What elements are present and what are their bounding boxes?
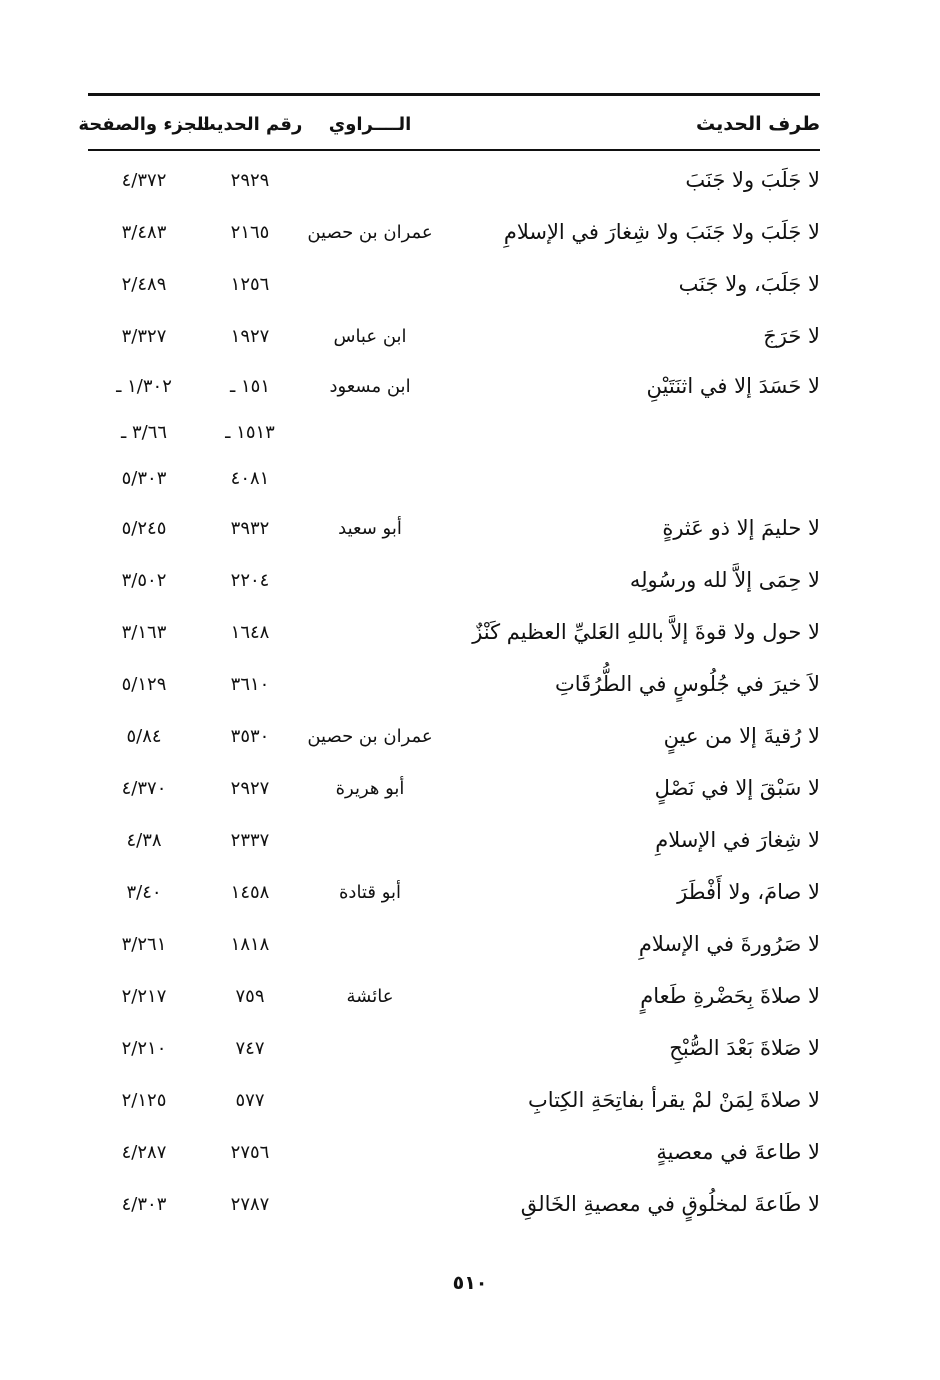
narrator: أبو قتادة: [339, 881, 401, 903]
hadith-number: ٢٢٠٤: [230, 569, 270, 591]
header-number: رقم الحديث: [197, 113, 303, 135]
table-row: [88, 206, 820, 258]
hadith-text: لا حول ولا قوةَ إلاَّ باللهِ العَليِّ العظيم كَنْزٌ: [472, 620, 820, 644]
hadith-number: ٢١٦٥: [230, 221, 270, 243]
volume-page: ٤/٣٠٣: [121, 1193, 167, 1215]
hadith-text: لا طَاعةَ لمخلُوقٍ في معصيةِ الخَالقِ: [520, 1192, 820, 1216]
volume-page: ٤/٣٧٢: [121, 169, 167, 191]
hadith-text: لا شِغارَ في الإسلامِ: [655, 828, 820, 852]
hadith-text: لا رُقيةَ إلا من عينٍ: [663, 724, 820, 748]
table-row: [88, 454, 820, 502]
hadith-number: ٣٩٣٢: [230, 517, 270, 539]
hadith-number: ٢٩٢٧: [230, 777, 270, 799]
hadith-number: ٤٠٨١: [230, 467, 270, 489]
narrator: [300, 658, 440, 710]
volume-page: ٣/٤٠: [126, 881, 162, 903]
narrator: أبو سعيد: [338, 517, 402, 539]
hadith-number: ٥٧٧: [235, 1089, 265, 1111]
hadith-text: لا حِمَى إلاَّ لله ورسُولِه: [629, 568, 820, 592]
narrator: [300, 454, 440, 502]
header-hadith: طرف الحديث: [696, 113, 820, 135]
hadith-number: ٧٥٩: [235, 985, 265, 1007]
hadith-text: لاَ خيرَ في جُلُوسٍ في الطُّرُقَاتِ: [554, 672, 820, 696]
narrator: ابن مسعود: [329, 375, 411, 397]
hadith-text: [460, 410, 820, 454]
volume-page: ٣/٥٠٢: [121, 569, 167, 591]
narrator: [300, 258, 440, 310]
hadith-text: لا جَلَبَ، ولا جَنَب: [678, 272, 820, 296]
narrator: أبو هريرة: [335, 777, 405, 799]
hadith-number: ١٨١٨: [230, 933, 270, 955]
hadith-text: لا صامَ، ولا أَفْطَرَ: [677, 880, 820, 904]
volume-page: ٣/٤٨٣: [121, 221, 167, 243]
volume-page: ٣/١٦٣: [121, 621, 167, 643]
table-row: [88, 970, 820, 1022]
hadith-number: ٢٧٥٦: [230, 1141, 270, 1163]
header-rule: [88, 149, 820, 151]
narrator: [300, 1022, 440, 1074]
table-header-row: [78, 100, 820, 148]
hadith-text: لا حَرَجَ: [763, 324, 820, 348]
hadith-number: ١٢٥٦: [230, 273, 270, 295]
hadith-number: ٣٥٣٠: [230, 725, 270, 747]
table-row: [88, 1022, 820, 1074]
table-row: [88, 310, 820, 362]
volume-page: ٢/٢١٧: [121, 985, 167, 1007]
volume-page: ٤/٣٧٠: [121, 777, 167, 799]
table-row: [88, 154, 820, 206]
volume-page: ٥/٨٤: [126, 725, 162, 747]
hadith-text: لا صَرُورةَ في الإسلامِ: [638, 932, 820, 956]
hadith-text: لا صَلاةَ بَعْدَ الصُّبْحِ: [669, 1036, 820, 1060]
volume-page: ٤/٢٨٧: [121, 1141, 167, 1163]
hadith-number: ١٩٢٧: [230, 325, 270, 347]
index-table-header: [78, 100, 820, 148]
table-row: [88, 814, 820, 866]
index-table-body: [88, 154, 820, 1230]
volume-page: ٥/٢٤٥: [121, 517, 167, 539]
narrator: [300, 918, 440, 970]
table-row: [88, 710, 820, 762]
hadith-text: لا صلاةَ بِحَضْرةِ طَعامٍ: [640, 984, 820, 1008]
table-row: [88, 1074, 820, 1126]
table-row: [88, 762, 820, 814]
hadith-text: لا حليمَ إلا ذو عَثرةٍ: [662, 516, 820, 540]
volume-page: ٣/٦٦ ـ: [120, 421, 168, 443]
top-rule: [88, 93, 820, 96]
hadith-number: ٢٩٢٩: [230, 169, 270, 191]
narrator: [300, 814, 440, 866]
table-row: [88, 866, 820, 918]
volume-page: ٢/١٢٥: [121, 1089, 167, 1111]
table-row: [88, 1178, 820, 1230]
volume-page: ٣/٣٢٧: [121, 325, 167, 347]
hadith-text: لا حَسَدَ إلا في اثنَتَيْنِ: [646, 374, 820, 398]
hadith-number: ٣٦١٠: [230, 673, 270, 695]
page-number: ٥١٠: [452, 1272, 488, 1294]
narrator: [300, 1074, 440, 1126]
narrator: [300, 154, 440, 206]
hadith-number: ٢٣٣٧: [230, 829, 270, 851]
narrator: [300, 606, 440, 658]
narrator: عمران بن حصين: [307, 221, 433, 243]
table-row: [88, 502, 820, 554]
hadith-text: لا جَلَبَ ولا جَنَبَ: [685, 168, 820, 192]
header-volume-page: الجزء والصفحة: [78, 113, 210, 135]
hadith-text: لا سَبْقَ إلا في نَصْلٍ: [654, 776, 820, 800]
table-row: [88, 606, 820, 658]
header-narrator: الــــراوي: [328, 113, 412, 135]
narrator: [300, 1178, 440, 1230]
hadith-text: لا جَلَبَ ولا جَنَبَ ولا شِغارَ في الإسلامِ: [503, 220, 820, 244]
volume-page: ٥/٣٠٣: [121, 467, 167, 489]
hadith-number: ١٦٤٨: [230, 621, 270, 643]
volume-page: ٥/١٢٩: [121, 673, 167, 695]
hadith-number: ١٤٥٨: [230, 881, 270, 903]
narrator: [300, 410, 440, 454]
narrator: [300, 1126, 440, 1178]
hadith-number: ١٥١٣ ـ: [225, 421, 275, 443]
narrator: عمران بن حصين: [307, 725, 433, 747]
table-row: [88, 918, 820, 970]
table-row: [88, 362, 820, 410]
table-row: [88, 410, 820, 454]
table-row: [88, 554, 820, 606]
hadith-text: لا طاعةَ في معصيةٍ: [656, 1140, 820, 1164]
volume-page: ٣/٢٦١: [121, 933, 167, 955]
narrator: ابن عباس: [333, 325, 407, 347]
hadith-number: ١٥١ ـ: [230, 375, 271, 397]
hadith-text: لا صلاةَ لِمَنْ لمْ يقرأ بفاتِحَةِ الكِتابِ: [527, 1088, 820, 1112]
table-row: [88, 258, 820, 310]
volume-page: ٤/٣٨: [126, 829, 162, 851]
narrator: [300, 554, 440, 606]
hadith-text: [460, 454, 820, 502]
narrator: عائشة: [346, 985, 394, 1007]
table-row: [88, 1126, 820, 1178]
hadith-number: ٧٤٧: [235, 1037, 265, 1059]
volume-page: ٢/٤٨٩: [121, 273, 167, 295]
volume-page: ١/٣٠٢ ـ: [116, 375, 172, 397]
volume-page: ٢/٢١٠: [121, 1037, 167, 1059]
table-row: [88, 658, 820, 710]
hadith-number: ٢٧٨٧: [230, 1193, 270, 1215]
